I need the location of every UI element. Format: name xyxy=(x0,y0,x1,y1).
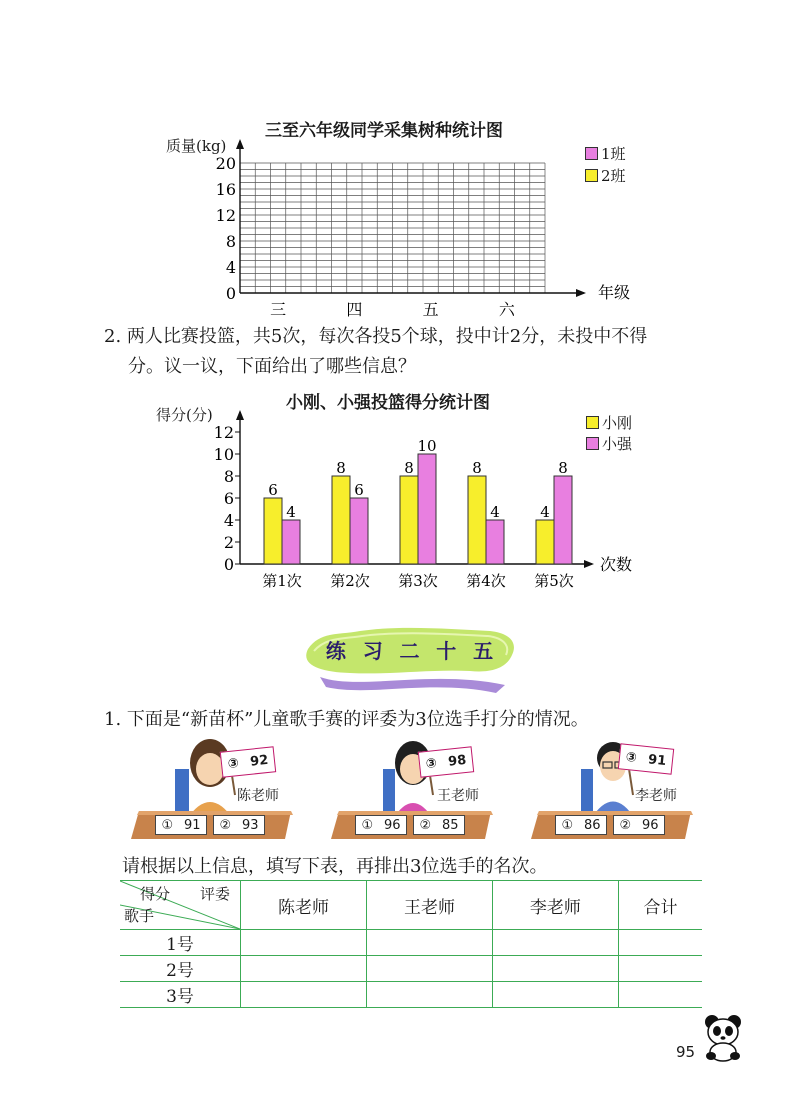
chart2-bar-label-1-3: 4 xyxy=(490,503,500,521)
chart1-ytick-0: 0 xyxy=(225,284,236,303)
table-corner-top-left: 得分 xyxy=(140,885,171,903)
table-cell[interactable] xyxy=(618,930,702,956)
chart2-y-arrow xyxy=(236,410,244,420)
table-cell[interactable] xyxy=(366,956,492,982)
judge-3-card-label: ③ xyxy=(625,749,638,766)
chart1-xtick-2: 五 xyxy=(422,300,439,319)
judge-2-desk-1 xyxy=(355,815,407,835)
banner-char-1: 练 xyxy=(325,638,347,663)
exercise1-instruction: 请根据以上信息，填写下表，再排出3位选手的名次。 xyxy=(122,856,548,877)
chart2-ytick-3: 6 xyxy=(223,489,234,508)
judge-3-desk-2-label: ② xyxy=(619,817,632,833)
chart2-xtick-3: 第4次 xyxy=(466,572,506,590)
chart2-legend-label-2: 小强 xyxy=(602,435,633,453)
chart2-bar-0-3 xyxy=(468,476,486,564)
banner-char-4: 十 xyxy=(436,638,458,663)
chart2-ytick-6: 12 xyxy=(213,423,234,442)
chart1-xtick-0: 三 xyxy=(270,300,287,319)
chart2-bar-1-1 xyxy=(350,498,368,564)
chart1-plot xyxy=(200,135,650,320)
chart2-bar-1-0 xyxy=(282,520,300,564)
chart2-bar-label-1-2: 10 xyxy=(417,437,437,455)
panda-icon xyxy=(700,1012,746,1062)
chart2-bar-1-3 xyxy=(486,520,504,564)
judge-1-desk-scores xyxy=(155,815,265,835)
table-row-label-1: 1号 xyxy=(120,930,241,956)
chart2-bar-0-4 xyxy=(536,520,554,564)
chart2-title: 小刚、小强投篮得分统计图 xyxy=(286,393,490,413)
chart2-plot xyxy=(200,408,650,598)
chart2-bar-label-1-4: 8 xyxy=(558,459,568,477)
chart1-ytick-5: 20 xyxy=(215,154,236,173)
chart2-bar-label-1-1: 6 xyxy=(354,481,364,499)
judge-3-desk-1-value: 86 xyxy=(583,817,601,833)
table-row xyxy=(120,956,702,982)
judge-1-desk-1-value: 91 xyxy=(183,817,201,833)
judge-1-desk-2-value: 93 xyxy=(241,817,259,833)
judge-1-desk-2 xyxy=(213,815,265,835)
table-cell[interactable] xyxy=(241,982,367,1008)
chart1-x-arrow xyxy=(576,289,586,297)
chart2-ytick-1: 2 xyxy=(223,533,234,552)
judge-1-desk-1-label: ① xyxy=(161,817,174,833)
chart2-bar-0-1 xyxy=(332,476,350,564)
chart2-ytick-0: 0 xyxy=(223,555,234,574)
chart2-ytick-2: 4 xyxy=(223,511,234,530)
judge-illustration-3 xyxy=(525,732,705,845)
table-row xyxy=(120,930,702,956)
judge-illustration-2 xyxy=(325,735,505,845)
table-row-label-3: 3号 xyxy=(120,982,241,1008)
chart1-ylabel: 质量(kg) xyxy=(166,137,227,155)
chart2-ytick-4: 8 xyxy=(223,467,234,486)
judge-1-desk-2-label: ② xyxy=(219,817,232,833)
chart2-bar-1-2 xyxy=(418,454,436,564)
table-col-2: 王老师 xyxy=(366,881,492,930)
chart2-bar-label-0-0: 6 xyxy=(268,481,278,499)
judge-2-desk-2 xyxy=(413,815,465,835)
chart2-x-arrow xyxy=(584,560,594,568)
judge-2-name: 王老师 xyxy=(437,788,479,804)
judge-3-desk-1 xyxy=(555,815,607,835)
chart1-ytick-4: 16 xyxy=(215,180,236,199)
table-cell[interactable] xyxy=(492,956,618,982)
problem2-line1: 2. 两人比赛投篮，共5次，每次各投5个球，投中计2分，未投中不得 xyxy=(104,326,648,347)
chart1-xtick-1: 四 xyxy=(346,300,363,319)
judge-1-card-label: ③ xyxy=(227,755,240,772)
score-table xyxy=(120,880,702,1008)
chart2-bar-1-4 xyxy=(554,476,572,564)
judge-2-card-label: ③ xyxy=(425,755,438,772)
exercise-banner xyxy=(300,625,520,695)
judge-1-card-value: 92 xyxy=(249,752,269,770)
judge-2-desk-2-value: 85 xyxy=(441,817,459,833)
table-cell[interactable] xyxy=(618,982,702,1008)
table-cell[interactable] xyxy=(241,956,367,982)
judge-card-3-score xyxy=(618,743,674,775)
judge-3-card-value: 91 xyxy=(647,751,667,769)
judge-2-desk-2-label: ② xyxy=(419,817,432,833)
chart2-xtick-0: 第1次 xyxy=(262,572,302,590)
judge-3-desk-1-label: ① xyxy=(561,817,574,833)
chart2-bar-label-0-3: 8 xyxy=(472,459,482,477)
judge-1-desk-1 xyxy=(155,815,207,835)
banner-char-5: 五 xyxy=(473,638,495,663)
table-cell[interactable] xyxy=(492,982,618,1008)
table-corner-cell xyxy=(120,881,241,930)
banner-title xyxy=(300,625,520,673)
table-corner-bottom: 歌手 xyxy=(124,907,155,925)
chart2-bar-0-2 xyxy=(400,476,418,564)
banner-char-3: 二 xyxy=(399,638,421,663)
chart2-xlabel: 次数 xyxy=(600,555,633,574)
table-row-label-2: 2号 xyxy=(120,956,241,982)
table-corner-top-right: 评委 xyxy=(200,885,231,903)
table-cell[interactable] xyxy=(492,930,618,956)
chart2-xtick-4: 第5次 xyxy=(534,572,574,590)
table-cell[interactable] xyxy=(618,956,702,982)
chart1-y-arrow xyxy=(236,139,244,149)
chart2-xtick-1: 第2次 xyxy=(330,572,370,590)
chart2-ytick-5: 10 xyxy=(213,445,234,464)
chart1-legend-label-2: 2班 xyxy=(601,167,626,185)
judge-2-desk-1-value: 96 xyxy=(383,817,401,833)
table-cell[interactable] xyxy=(241,930,367,956)
table-cell[interactable] xyxy=(366,930,492,956)
chart2-xtick-2: 第3次 xyxy=(398,572,438,590)
judge-3-desk-2-value: 96 xyxy=(641,817,659,833)
page-number: 95 xyxy=(676,1043,696,1061)
judge-2-desk-1-label: ① xyxy=(361,817,374,833)
chart1-ytick-3: 12 xyxy=(215,206,236,225)
chart2-bar-label-1-0: 4 xyxy=(286,503,296,521)
exercise1-intro: 1. 下面是“新苗杯”儿童歌手赛的评委为3位选手打分的情况。 xyxy=(104,709,589,730)
chart1-title: 三至六年级同学采集树种统计图 xyxy=(265,121,503,141)
judge-illustration-1 xyxy=(125,735,305,845)
chart2-ylabel: 得分(分) xyxy=(156,406,213,424)
chart1-ytick-2: 8 xyxy=(225,232,236,251)
chart2-bar-label-0-4: 4 xyxy=(540,503,550,521)
chart2-legend-label-1: 小刚 xyxy=(602,414,633,432)
judge-2-desk-scores xyxy=(355,815,465,835)
judge-1-name: 陈老师 xyxy=(237,788,279,804)
banner-char-2: 习 xyxy=(362,638,384,663)
problem2-line2: 分。议一议，下面给出了哪些信息？ xyxy=(128,356,416,377)
chart1-xtick-3: 六 xyxy=(498,300,515,319)
table-col-4: 合计 xyxy=(618,881,702,930)
judge-3-desk-scores xyxy=(555,815,665,835)
judge-2-card-value: 98 xyxy=(447,752,467,770)
chart1-legend-label-1: 1班 xyxy=(601,145,626,163)
judge-3-desk-2 xyxy=(613,815,665,835)
chart2-bar-0-0 xyxy=(264,498,282,564)
chart1-xlabel: 年级 xyxy=(598,283,631,302)
table-header-row xyxy=(120,881,702,930)
chart2-bar-label-0-2: 8 xyxy=(404,459,414,477)
chart2-bar-label-0-1: 8 xyxy=(336,459,346,477)
table-row xyxy=(120,982,702,1008)
table-col-1: 陈老师 xyxy=(241,881,367,930)
table-col-3: 李老师 xyxy=(492,881,618,930)
judge-3-name: 李老师 xyxy=(635,788,677,804)
table-cell[interactable] xyxy=(366,982,492,1008)
chart1-ytick-1: 4 xyxy=(225,258,236,277)
